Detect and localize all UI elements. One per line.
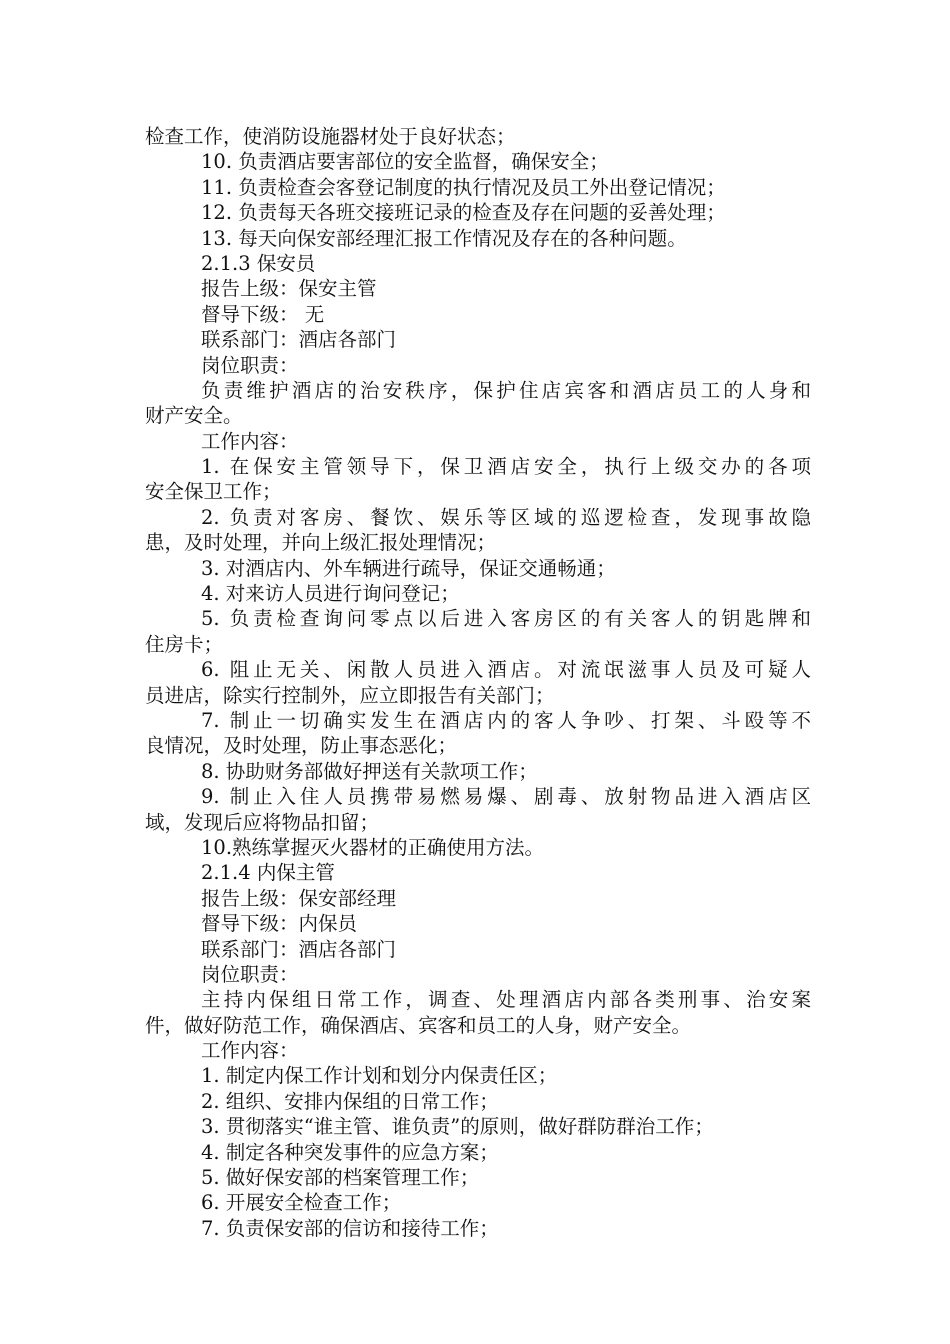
text-line: 5. 负责检查询问零点以后进入客房区的有关客人的钥匙牌和 [201,607,811,631]
text-line: 域，发现后应将物品扣留； [145,810,380,834]
text-line: 住房卡； [145,632,224,656]
text-line: 岗位职责： [201,962,299,986]
document-body [145,124,811,1241]
text-line: 10.熟练掌握灭火器材的正确使用方法。 [201,835,545,859]
text-line: 安全保卫工作； [145,480,282,504]
text-line: 10. 负责酒店要害部位的安全监督，确保安全； [201,150,609,174]
text-line: 财产安全。 [145,404,243,428]
text-line: 2.1.4 内保主管 [201,861,335,885]
text-line: 报告上级：保安部经理 [201,886,397,910]
text-line: 主持内保组日常工作，调查、处理酒店内部各类刑事、治安案 [201,988,811,1012]
text-line: 联系部门：酒店各部门 [201,937,397,961]
text-line: 8. 协助财务部做好押送有关款项工作； [201,759,538,783]
text-line: 1. 在保安主管领导下，保卫酒店安全，执行上级交办的各项 [201,455,811,479]
text-line: 3. 对酒店内、外车辆进行疏导，保证交通畅通； [201,556,616,580]
text-line: 负责维护酒店的治安秩序，保护住店宾客和酒店员工的人身和 [201,378,811,402]
text-line: 13. 每天向保安部经理汇报工作情况及存在的各种问题。 [201,226,687,250]
text-line: 工作内容： [201,1039,299,1063]
text-line: 检查工作，使消防设施器材处于良好状态； [145,125,516,148]
text-line: 工作内容： [201,429,299,453]
text-line: 联系部门：酒店各部门 [201,328,397,352]
text-line: 件，做好防范工作，确保酒店、宾客和员工的人身，财产安全。 [145,1013,692,1037]
text-line: 12. 负责每天各班交接班记录的检查及存在问题的妥善处理； [201,201,726,225]
text-line: 报告上级：保安主管 [201,277,377,301]
text-line: 11. 负责检查会客登记制度的执行情况及员工外出登记情况； [201,175,726,199]
text-line: 督导下级： 无 [201,302,325,326]
text-line: 4. 对来访人员进行询问登记； [201,582,460,606]
text-line: 2. 组织、安排内保组的日常工作； [201,1089,499,1113]
text-line: 岗位职责： [201,353,299,377]
text-line: 6. 开展安全检查工作； [201,1191,402,1215]
text-line: 患，及时处理，并向上级汇报处理情况； [145,531,497,555]
text-line: 4. 制定各种突发事件的应急方案； [201,1140,499,1164]
text-line: 督导下级：内保员 [201,912,358,936]
text-line: 2. 负责对客房、餐饮、娱乐等区域的巡逻检查，发现事故隐 [201,505,811,529]
text-line: 7. 负责保安部的信访和接待工作； [201,1216,499,1240]
text-line: 5. 做好保安部的档案管理工作； [201,1166,480,1190]
text-line: 6. 阻止无关、闲散人员进入酒店。对流氓滋事人员及可疑人 [201,658,811,682]
text-line: 1. 制定内保工作计划和划分内保责任区； [201,1064,558,1088]
text-line: 9. 制止入住人员携带易燃易爆、剧毒、放射物品进入酒店区 [201,785,811,809]
text-line: 良情况，及时处理，防止事态恶化； [145,734,458,758]
text-line: 7. 制止一切确实发生在酒店内的客人争吵、打架、斗殴等不 [201,708,811,732]
text-line: 员进店，除实行控制外，应立即报告有关部门； [145,683,555,707]
text-line: 2.1.3 保安员 [201,251,316,275]
text-line: 3. 贯彻落实“谁主管、谁负责”的原则，做好群防群治工作； [201,1115,714,1139]
